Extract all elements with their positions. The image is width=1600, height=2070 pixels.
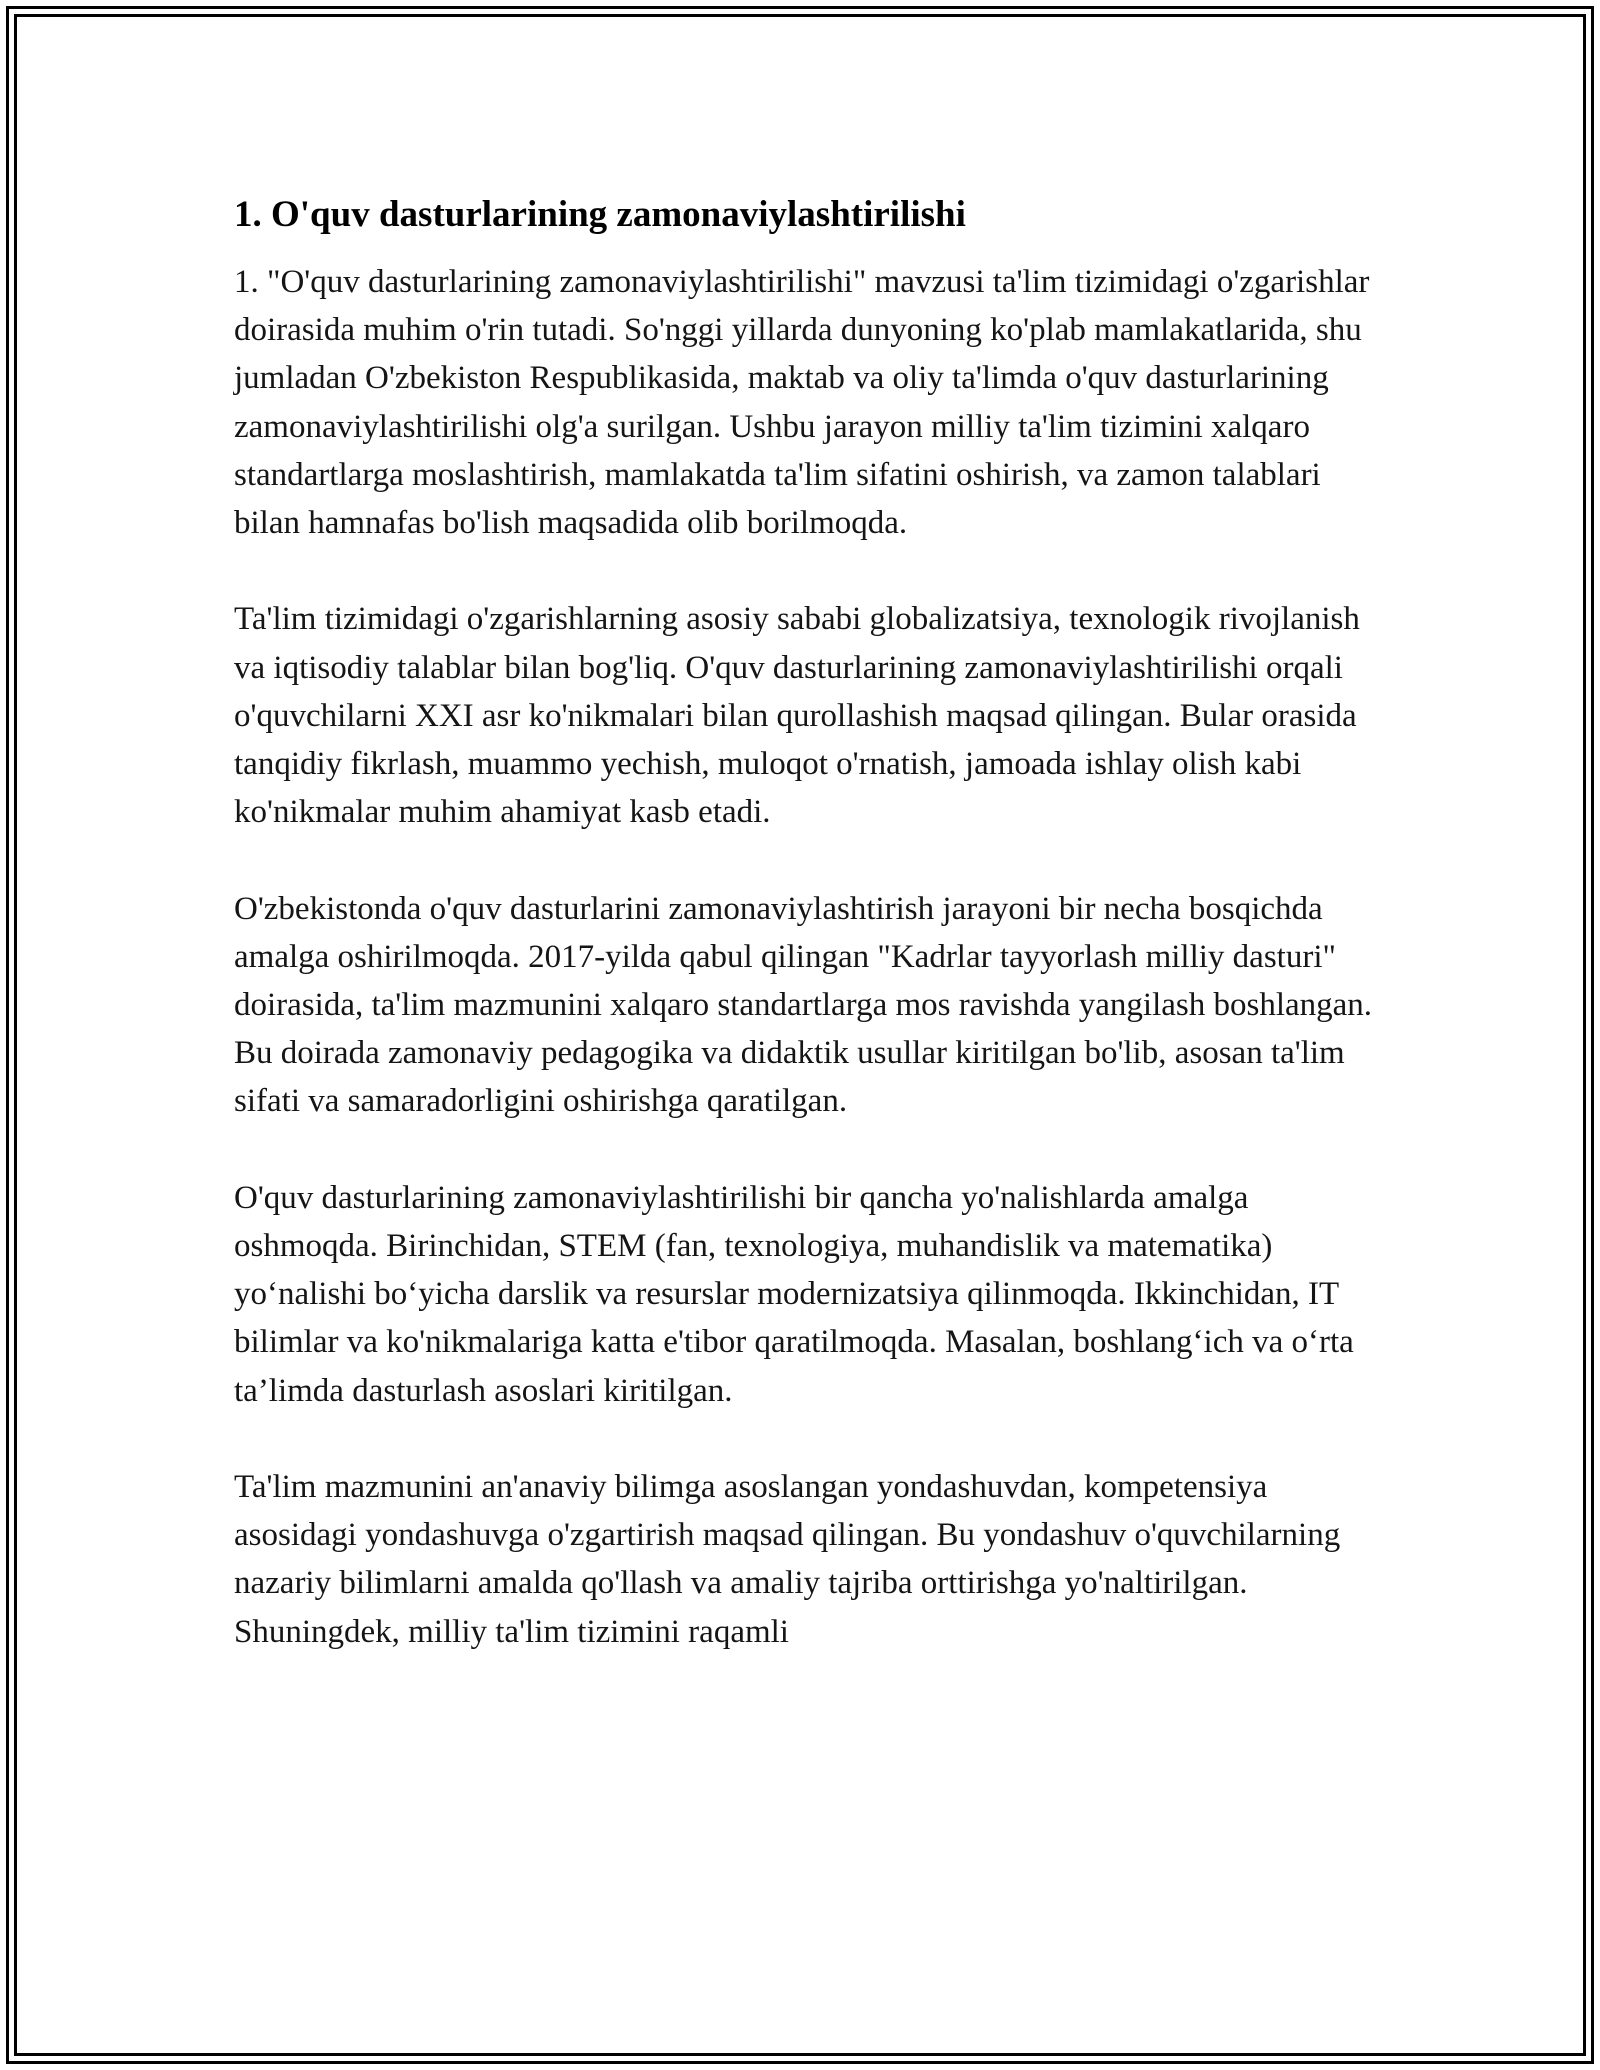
paragraph-1: 1. "O'quv dasturlarining zamonaviylashtirilishi" mavzusi ta'lim tizimidagi o'zgarishlar doirasida muhim o'rin tutadi. So'nggi yillarda dunyoning ko'plab mamlakatlarida, shu jumladan O'zbekiston Respublikasida, maktab va oliy ta'limda o'quv dasturlarining zamonaviylashtirilishi olg'a surilgan. Ushbu jarayon milliy ta'lim tizimini xalqaro standartlarga moslashtirish, mamlakatda ta'lim sifatini oshirish, va zamon talablari bilan hamnafas bo'lish maqsadida olib borilmoqda. [234,264,1370,542]
paragraph-4: O'quv dasturlarining zamonaviylashtirilishi bir qancha yo'nalishlarda amalga oshmoqda. Birinchidan, STEM (fan, texnologiya, muhandislik va matematika) yo‘nalishi bo‘yicha darslik va resurslar modernizatsiya qilinmoqda. Ikkinchidan, IT bilimlar va ko'nikmalariga katta e'tibor qaratilmoqda. Masalan, boshlang‘ich va o‘rta ta’limda dasturlash asoslari kiritilgan. [234,1179,1354,1409]
document-body [234,190,1374,1656]
paragraph-2: Ta'lim tizimidagi o'zgarishlarning asosiy sababi globalizatsiya, texnologik rivojlanish va iqtisodiy talablar bilan bog'liq. O'quv dasturlarining zamonaviylashtirilishi orqali o'quvchilarni XXI asr ko'nikmalari bilan qurollashish maqsad qilingan. Bular orasida tanqidiy fikrlash, muammo yechish, muloqot o'rnatish, jamoada ishlay olish kabi ko'nikmalar muhim ahamiyat kasb etadi. [234,601,1360,831]
document-title: 1. O'quv dasturlarining zamonaviylashtirilishi [234,194,966,235]
paragraph-3: O'zbekistonda o'quv dasturlarini zamonaviylashtirish jarayoni bir necha bosqichda amalga oshirilmoqda. 2017-yilda qabul qilingan "Kadrlar tayyorlash milliy dasturi" doirasida, ta'lim mazmunini xalqaro standartlarga mos ravishda yangilash boshlangan. Bu doirada zamonaviy pedagogika va didaktik usullar kiritilgan bo'lib, asosan ta'lim sifati va samaradorligini oshirishga qaratilgan. [234,890,1373,1120]
paragraph-5: Ta'lim mazmunini an'anaviy bilimga asoslangan yondashuvdan, kompetensiya asosidagi yondashuvga o'zgartirish maqsad qilingan. Bu yondashuv o'quvchilarning nazariy bilimlarni amalda qo'llash va amaliy tajriba orttirishga yo'naltirilgan. Shuningdek, milliy ta'lim tizimini raqamli [234,1469,1341,1650]
